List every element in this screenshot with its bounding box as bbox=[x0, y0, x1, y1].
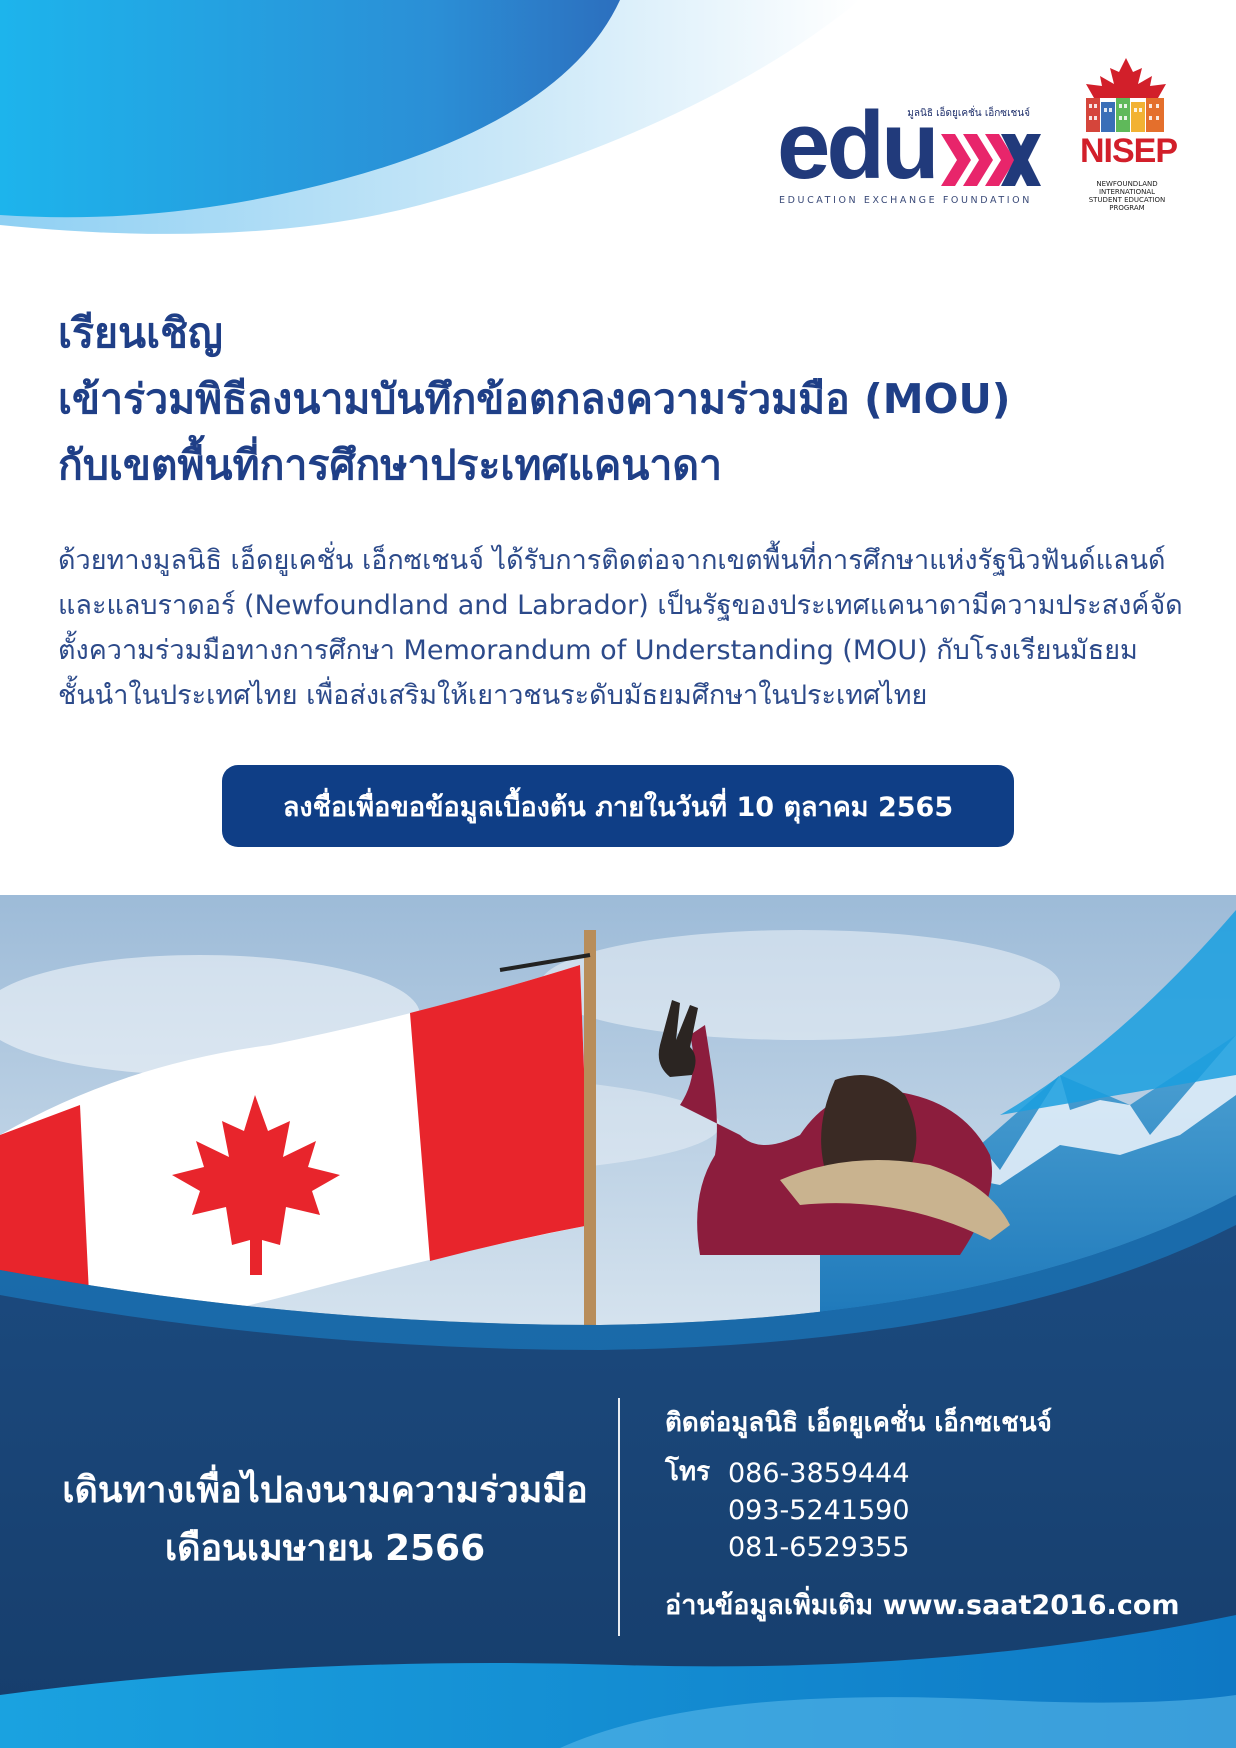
nisep-subtitle-line1: NEWFOUNDLAND INTERNATIONAL bbox=[1096, 180, 1158, 197]
contact-block bbox=[665, 1402, 1225, 1626]
heading-line-2: เข้าร่วมพิธีลงนามบันทึกข้อตกลงความร่วมมือ (MOU) bbox=[58, 375, 1011, 423]
trip-line-2: เดือนเมษายน 2566 bbox=[164, 1528, 486, 1569]
heading-line-3: กับเขตพื้นที่การศึกษาประเทศแคนาดา bbox=[58, 441, 723, 489]
contact-title: ติดต่อมูลนิธิ เอ็ดยูเคชั่น เอ็กซเชนจ์ bbox=[665, 1408, 1052, 1438]
paragraph-line-1: ด้วยทางมูลนิธิ เอ็ดยูเคชั่น เอ็กซเชนจ์ ได้รับการติดต่อจากเขตพื้นที่การศึกษาแห่งรัฐนิวฟันด์แลนด์ bbox=[58, 545, 1166, 576]
trip-info bbox=[40, 1462, 610, 1578]
nisep-subtitle bbox=[1082, 180, 1172, 212]
top-wave-decoration bbox=[0, 0, 1236, 250]
registration-deadline-banner: ลงชื่อเพื่อขอข้อมูลเบื้องต้น ภายในวันที่ 10 ตุลาคม 2565 bbox=[222, 765, 1014, 847]
heading-line-1: เรียนเชิญ bbox=[58, 309, 223, 357]
paragraph-line-3: ตั้งความร่วมมือทางการศึกษา Memorandum of Understanding (MOU) กับโรงเรียนมัธยม bbox=[58, 635, 1138, 666]
edux-thai-name: มูลนิธิ เอ็ดยูเคชั่น เอ็กซเชนจ์ bbox=[907, 108, 1030, 119]
intro-paragraph bbox=[58, 538, 1183, 718]
maple-leaf-houses-icon bbox=[1080, 58, 1172, 134]
phone-group bbox=[665, 1451, 1225, 1571]
vertical-divider bbox=[618, 1398, 620, 1636]
edux-wordmark: edu bbox=[777, 92, 936, 199]
invitation-heading bbox=[58, 300, 1198, 498]
phone-list bbox=[728, 1455, 910, 1566]
nisep-logo bbox=[1080, 58, 1178, 213]
edux-logo bbox=[775, 92, 1040, 210]
phone-number-1[interactable]: 086-3859444 bbox=[728, 1458, 910, 1489]
phone-number-3[interactable]: 081-6529355 bbox=[728, 1532, 910, 1563]
phone-label: โทร bbox=[665, 1457, 711, 1487]
website-link[interactable]: อ่านข้อมูลเพิ่มเติม www.saat2016.com bbox=[665, 1590, 1180, 1621]
trip-line-1: เดินทางเพื่อไปลงนามความร่วมมือ bbox=[62, 1470, 588, 1511]
edux-chevrons-icon bbox=[941, 130, 1041, 190]
edux-subtitle: EDUCATION EXCHANGE FOUNDATION bbox=[779, 195, 1032, 206]
paragraph-line-2: และแลบราดอร์ (Newfoundland and Labrador) เป็นรัฐของประเทศแคนาดามีความประสงค์จัด bbox=[58, 590, 1183, 621]
phone-number-2[interactable]: 093-5241590 bbox=[728, 1495, 910, 1526]
nisep-subtitle-line2: STUDENT EDUCATION PROGRAM bbox=[1088, 196, 1166, 213]
nisep-wordmark: NISEP bbox=[1080, 132, 1178, 170]
paragraph-line-4: ชั้นนำในประเทศไทย เพื่อส่งเสริมให้เยาวชนระดับมัธยมศึกษาในประเทศไทย bbox=[58, 680, 928, 711]
